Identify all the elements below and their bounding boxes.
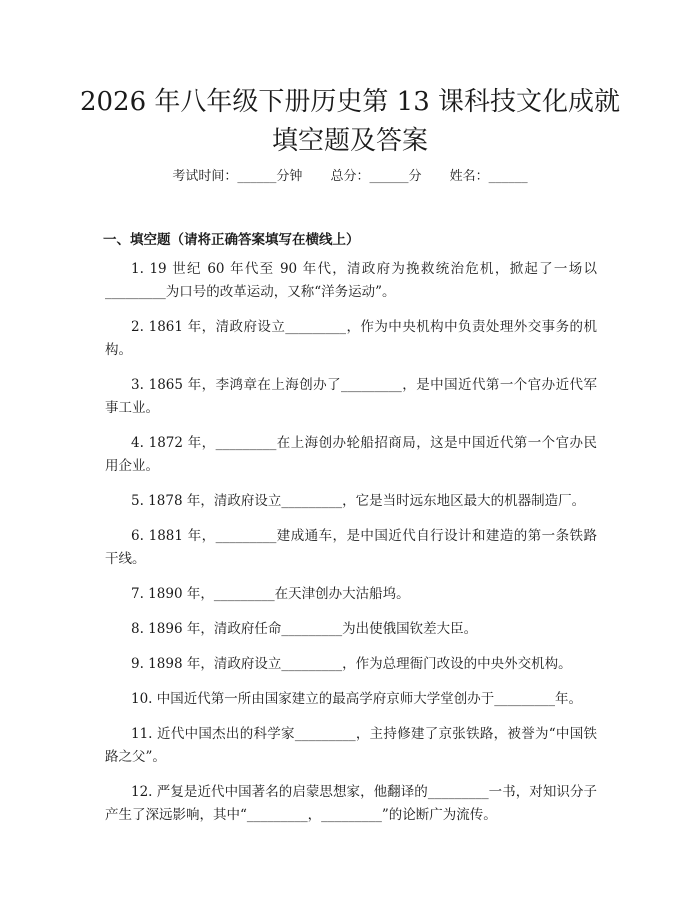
question-item: 5. 1878 年，清政府设立_________，它是当时远东地区最大的机器制造厂。 [131,493,586,509]
section-heading: 一、填空题（请将正确答案填写在横线上） [103,232,360,248]
total-score [330,167,421,187]
question-item: 12. 严复是近代中国著名的启蒙思想家，他翻译的_________一书，对知识分子产生了深远影响，其中“_________，_________”的论断广为流传。 [105,784,597,823]
question-item: 10. 中国近代第一所由国家建立的最高学府京师大学堂创办于_________年。 [131,691,583,707]
student-name [450,167,528,187]
question-list [105,258,597,839]
exam-time-label: 考试时间： [172,169,238,184]
total-score-blank: ______ [369,169,409,184]
exam-time-unit: 分钟 [276,169,303,184]
question-item: 11. 近代中国杰出的科学家_________，主持修建了京张铁路，被誉为“中国铁路之父”。 [105,726,597,765]
question-item: 4. 1872 年，_________在上海创办轮船招商局，这是中国近代第一个官办民用企业。 [105,435,597,474]
exam-meta [0,167,700,187]
total-score-unit: 分 [408,169,422,184]
page-title: 2026 年八年级下册历史第 13 课科技文化成就填空题及答案 [79,87,621,156]
question-item: 1. 19 世纪 60 年代至 90 年代，清政府为挽救统治危机，掀起了一场以_________为口号的改革运动，又称“洋务运动”。 [105,261,597,300]
question-item: 7. 1890 年，_________在天津创办大沽船坞。 [131,586,410,602]
exam-time-blank: ______ [237,169,277,184]
question-item: 3. 1865 年，李鸿章在上海创办了_________，是中国近代第一个官办近代军事工业。 [105,377,597,416]
total-score-label: 总分： [330,169,370,184]
student-name-label: 姓名： [449,169,489,184]
question-item: 9. 1898 年，清政府设立_________，作为总理衙门改设的中央外交机构。 [131,656,572,672]
question-item: 2. 1861 年，清政府设立_________，作为中央机构中负责处理外交事务的机构。 [105,319,597,358]
question-item: 6. 1881 年，_________建成通车，是中国近代自行设计和建造的第一条铁路干线。 [105,528,597,567]
exam-time [172,167,302,187]
student-name-blank: ______ [488,169,528,184]
question-item: 8. 1896 年，清政府任命_________为出使俄国钦差大臣。 [131,621,478,637]
